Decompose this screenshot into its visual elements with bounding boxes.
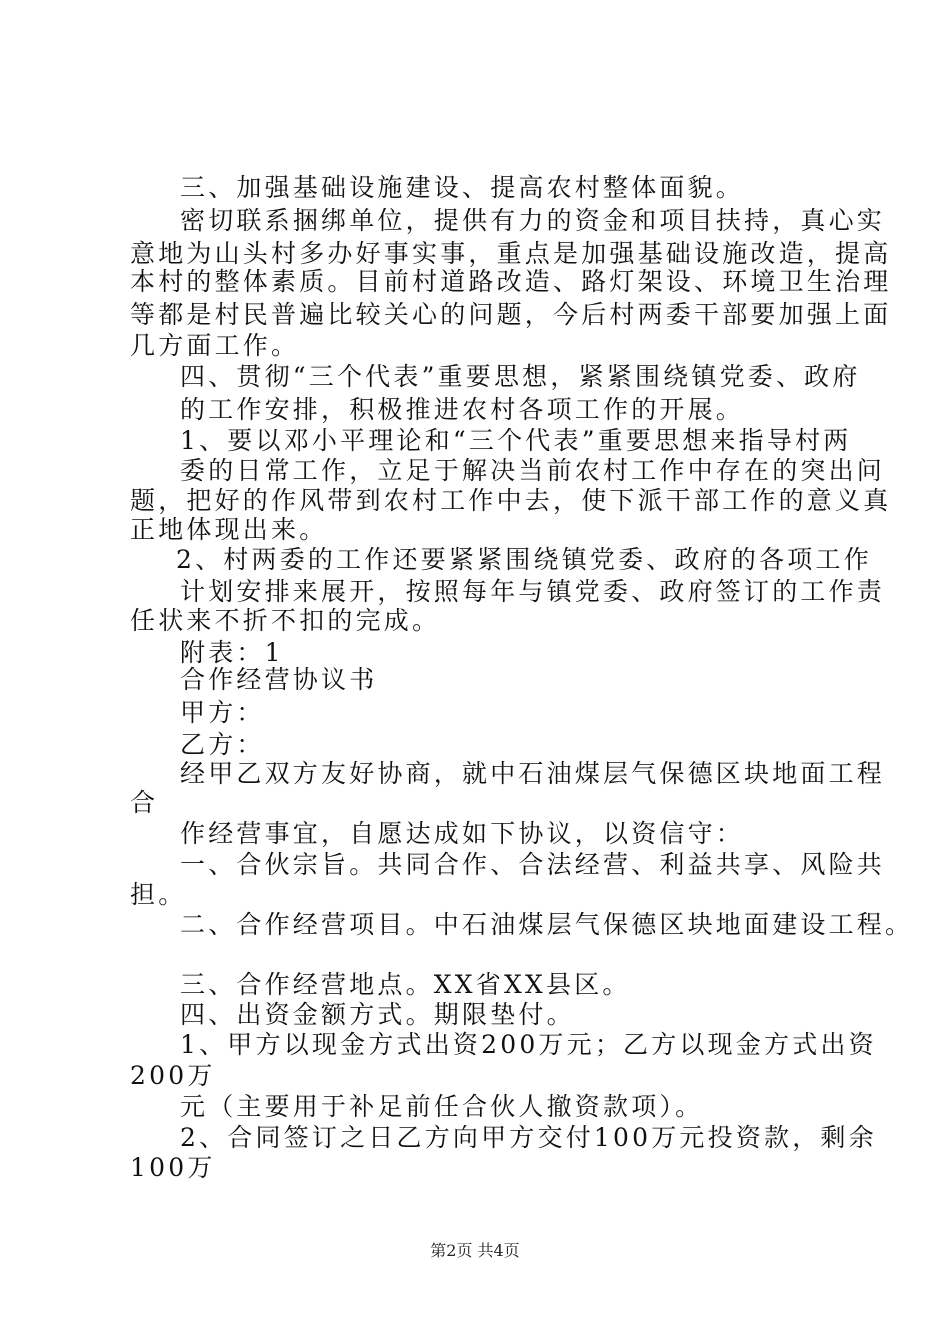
text-line: 三、合作经营地点。XX省XX县区。	[180, 970, 631, 999]
text-line: 合	[130, 788, 159, 817]
text-line: 正地体现出来。	[130, 515, 328, 544]
text-line: 委的日常工作，立足于解决当前农村工作中存在的突出问	[180, 456, 886, 485]
text-line: 意地为山头村多办好事实事，重点是加强基础设施改造，提高	[130, 239, 892, 268]
text-line: 经甲乙双方友好协商，就中石油煤层气保德区块地面工程	[180, 759, 886, 788]
text-line: 200万	[130, 1061, 216, 1090]
text-line: 本村的整体素质。目前村道路改造、路灯架设、环境卫生治理	[130, 267, 892, 296]
text-line: 三、加强基础设施建设、提高农村整体面貌。	[180, 173, 745, 202]
text-line: 二、合作经营项目。中石油煤层气保德区块地面建设工程。	[180, 910, 914, 939]
text-line: 1、要以邓小平理论和“三个代表”重要思想来指导村两	[180, 426, 852, 455]
text-line: 任状来不折不扣的完成。	[130, 606, 441, 635]
text-line: 乙方：	[180, 730, 265, 759]
page-number-footer: 第2页 共4页	[430, 1241, 520, 1260]
text-line: 密切联系捆绑单位，提供有力的资金和项目扶持，真心实	[180, 206, 886, 235]
text-line: 等都是村民普遍比较关心的问题，今后村两委干部要加强上面	[130, 300, 892, 329]
text-line: 附表：1	[180, 638, 284, 667]
text-line: 元（主要用于补足前任合伙人撤资款项）。	[180, 1092, 704, 1121]
text-line: 1、甲方以现金方式出资200万元；乙方以现金方式出资	[180, 1030, 877, 1059]
text-line: 2、合同签订之日乙方向甲方交付100万元投资款，剩余	[180, 1123, 877, 1152]
text-line: 四、贯彻“三个代表”重要思想，紧紧围绕镇党委、政府	[180, 362, 861, 391]
text-line: 合作经营协议书	[180, 665, 378, 694]
text-line: 几方面工作。	[130, 331, 300, 360]
text-line: 100万	[130, 1153, 216, 1182]
text-line: 的工作安排，积极推进农村各项工作的开展。	[180, 395, 745, 424]
text-line: 计划安排来展开，按照每年与镇党委、政府签订的工作责	[180, 577, 886, 606]
text-line: 作经营事宜，自愿达成如下协议，以资信守：	[180, 819, 745, 848]
text-line: 题，把好的作风带到农村工作中去，使下派干部工作的意义真	[130, 486, 892, 515]
text-line: 2、村两委的工作还要紧紧围绕镇党委、政府的各项工作	[176, 545, 872, 574]
text-line: 一、合伙宗旨。共同合作、合法经营、利益共享、风险共	[180, 850, 886, 879]
text-line: 四、出资金额方式。期限垫付。	[180, 1000, 575, 1029]
text-line: 甲方：	[180, 698, 265, 727]
text-line: 担。	[130, 880, 187, 909]
